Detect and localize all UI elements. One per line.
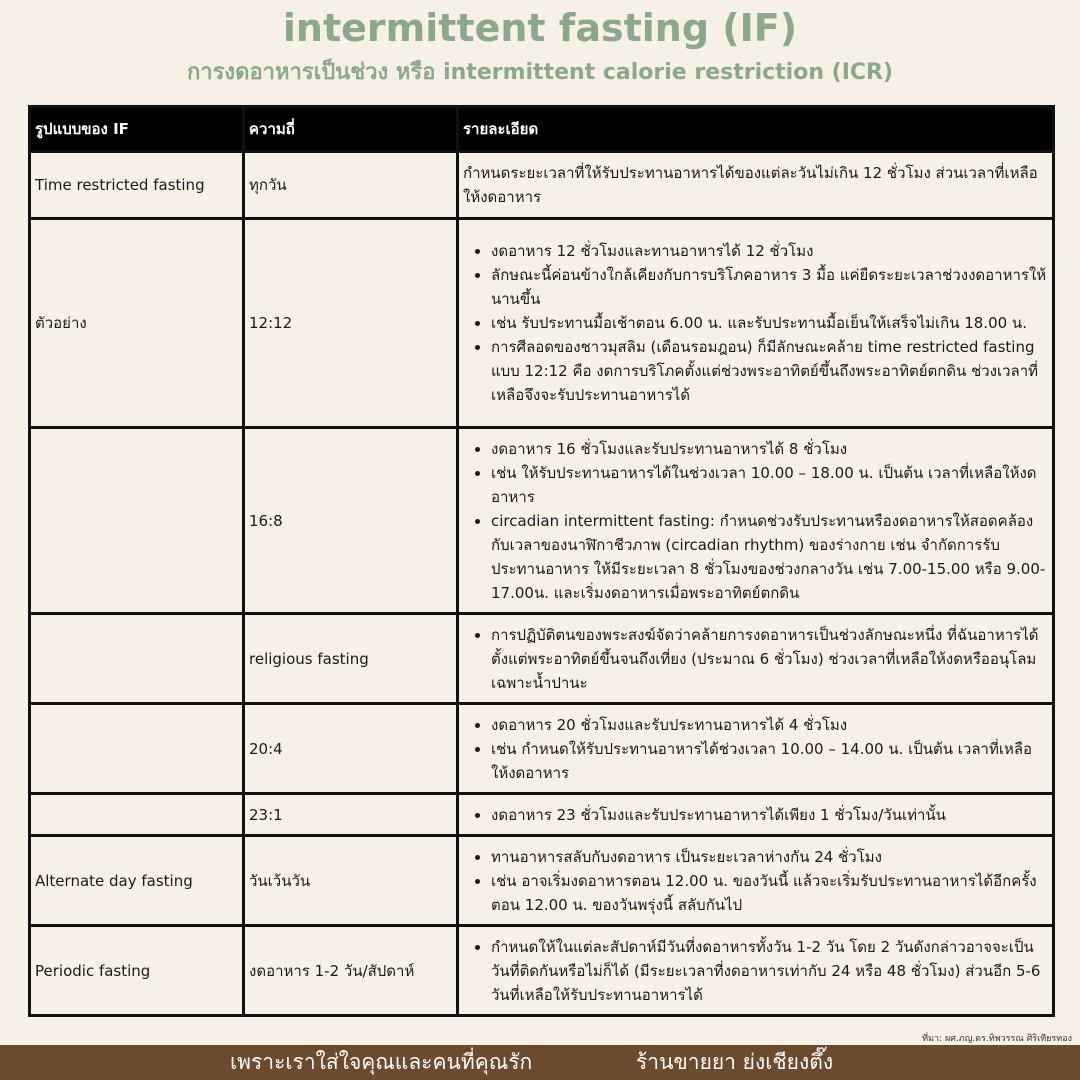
table-row (30, 926, 1054, 1016)
table-row (30, 614, 1054, 704)
cell-detail (458, 836, 1054, 926)
table-row (30, 836, 1054, 926)
list-item: • การศีลอดของชาวมุสลิม (เดือนรอมฎอน) ก็มีลักษณะคล้าย time restricted fasting แบบ 12:12 คือ งดการบริโภคตั้งแต่ช่วงพระอาทิตย์ขึ้นถึงพระอาทิตย์ตกดิน ช่วงเวลาที่เหลือจึงจะรับประทานอาหารได้ (491, 335, 1048, 407)
page-title: intermittent fasting (IF) (282, 6, 798, 50)
cell-type (30, 614, 244, 704)
table-row (30, 219, 1054, 428)
table-row (30, 152, 1054, 219)
table-row (30, 704, 1054, 794)
list-item: • งดอาหาร 23 ชั่วโมงและรับประทานอาหารได้เพียง 1 ชั่วโมง/วันเท่านั้น (491, 803, 1048, 827)
cell-frequency: 12:12 (244, 219, 458, 428)
detail-list (463, 845, 1048, 917)
cell-frequency: ทุกวัน (244, 152, 458, 219)
list-item: • circadian intermittent fasting: กำหนดช่วงรับประทานหรืองดอาหารให้สอดคล้องกับเวลาของนาฬิกาชีวภาพ (circadian rhythm) ของร่างกาย เช่น จำกัดการรับประทานอาหาร ให้มีระยะเวลา 8 ชั่วโมงของช่วงกลางวัน เช่น 7.00-15.00 หรือ 9.00-17.00น. และเริ่มงดอาหารเมื่อพระอาทิตย์ตกดิน (491, 509, 1048, 605)
detail-list (463, 437, 1048, 605)
cell-detail (458, 614, 1054, 704)
cell-frequency: งดอาหาร 1-2 วัน/สัปดาห์ (244, 926, 458, 1016)
page-subtitle: การงดอาหารเป็นช่วง หรือ intermittent calorie restriction (ICR) (186, 60, 894, 85)
cell-type: Alternate day fasting (30, 836, 244, 926)
table-row (30, 428, 1054, 614)
cell-detail (458, 926, 1054, 1016)
cell-detail (458, 428, 1054, 614)
header-if-type: รูปแบบของ IF (30, 107, 244, 152)
cell-type: Periodic fasting (30, 926, 244, 1016)
cell-type (30, 704, 244, 794)
cell-frequency: วันเว้นวัน (244, 836, 458, 926)
list-item: • เช่น รับประทานมื้อเช้าตอน 6.00 น. และรับประทานมื้อเย็นให้เสร็จไม่เกิน 18.00 น. (491, 311, 1048, 335)
detail-list (463, 935, 1048, 1007)
footer-slogan: เพราะเราใส่ใจคุณและคนที่คุณรัก (230, 1050, 533, 1074)
header-detail: รายละเอียด (458, 107, 1054, 152)
cell-type: Time restricted fasting (30, 152, 244, 219)
detail-list (463, 239, 1048, 407)
list-item: • เช่น ให้รับประทานอาหารได้ในช่วงเวลา 10.00 – 18.00 น. เป็นต้น เวลาที่เหลือให้งดอาหาร (491, 461, 1048, 509)
cell-frequency: religious fasting (244, 614, 458, 704)
cell-type (30, 794, 244, 836)
cell-frequency: 20:4 (244, 704, 458, 794)
cell-detail: กำหนดระยะเวลาที่ให้รับประทานอาหารได้ของแต่ละวันไม่เกิน 12 ชั่วโมง ส่วนเวลาที่เหลือให้งดอาหาร (458, 152, 1054, 219)
list-item: • เช่น กำหนดให้รับประทานอาหารได้ช่วงเวลา 10.00 – 14.00 น. เป็นต้น เวลาที่เหลือให้งดอาหาร (491, 737, 1048, 785)
list-item: • งดอาหาร 12 ชั่วโมงและทานอาหารได้ 12 ชั่วโมง (491, 239, 1048, 263)
if-table (28, 105, 1055, 1017)
table-header-row (30, 107, 1054, 152)
detail-list (463, 623, 1048, 695)
footer-store-name: ร้านขายยา ย่งเชียงตึ๊ง (636, 1050, 834, 1074)
cell-frequency: 23:1 (244, 794, 458, 836)
table-row (30, 794, 1054, 836)
cell-type: ตัวอย่าง (30, 219, 244, 428)
detail-list (463, 713, 1048, 785)
list-item: • กำหนดให้ในแต่ละสัปดาห์มีวันที่งดอาหารทั้งวัน 1-2 วัน โดย 2 วันดังกล่าวอาจจะเป็นวันที่ติดกันหรือไม่ก็ได้ (มีระยะเวลาที่งดอาหารเท่ากับ 24 หรือ 48 ชั่วโมง) ส่วนอีก 5-6 วันที่เหลือให้รับประทานอาหารได้ (491, 935, 1048, 1007)
detail-list (463, 803, 1048, 827)
source-credit: ที่มา: ผศ.ภญ.ดร.ทิพวรรณ ศิริเทียรทอง (922, 1034, 1072, 1044)
list-item: • การปฏิบัติตนของพระสงฆ์จัดว่าคล้ายการงดอาหารเป็นช่วงลักษณะหนึ่ง ที่ฉันอาหารได้ตั้งแต่พระอาทิตย์ขึ้นจนถึงเที่ยง (ประมาณ 6 ชั่วโมง) ช่วงเวลาที่เหลือให้งดหรืออนุโลมเฉพาะน้ำปานะ (491, 623, 1048, 695)
footer-bar (0, 1045, 1080, 1080)
cell-type (30, 428, 244, 614)
list-item: • งดอาหาร 20 ชั่วโมงและรับประทานอาหารได้ 4 ชั่วโมง (491, 713, 1048, 737)
header-frequency: ความถี่ (244, 107, 458, 152)
list-item: • เช่น อาจเริ่มงดอาหารตอน 12.00 น. ของวันนี้ แล้วจะเริ่มรับประทานอาหารได้อีกครั้งตอน 12.00 น. ของวันพรุ่งนี้ สลับกันไป (491, 869, 1048, 917)
cell-detail (458, 219, 1054, 428)
cell-detail (458, 704, 1054, 794)
list-item: • ลักษณะนี้ค่อนข้างใกล้เคียงกับการบริโภคอาหาร 3 มื้อ แค่ยืดระยะเวลาช่วงงดอาหารให้นานขึ้น (491, 263, 1048, 311)
cell-detail (458, 794, 1054, 836)
cell-frequency: 16:8 (244, 428, 458, 614)
list-item: • งดอาหาร 16 ชั่วโมงและรับประทานอาหารได้ 8 ชั่วโมง (491, 437, 1048, 461)
list-item: • ทานอาหารสลับกับงดอาหาร เป็นระยะเวลาห่างกัน 24 ชั่วโมง (491, 845, 1048, 869)
